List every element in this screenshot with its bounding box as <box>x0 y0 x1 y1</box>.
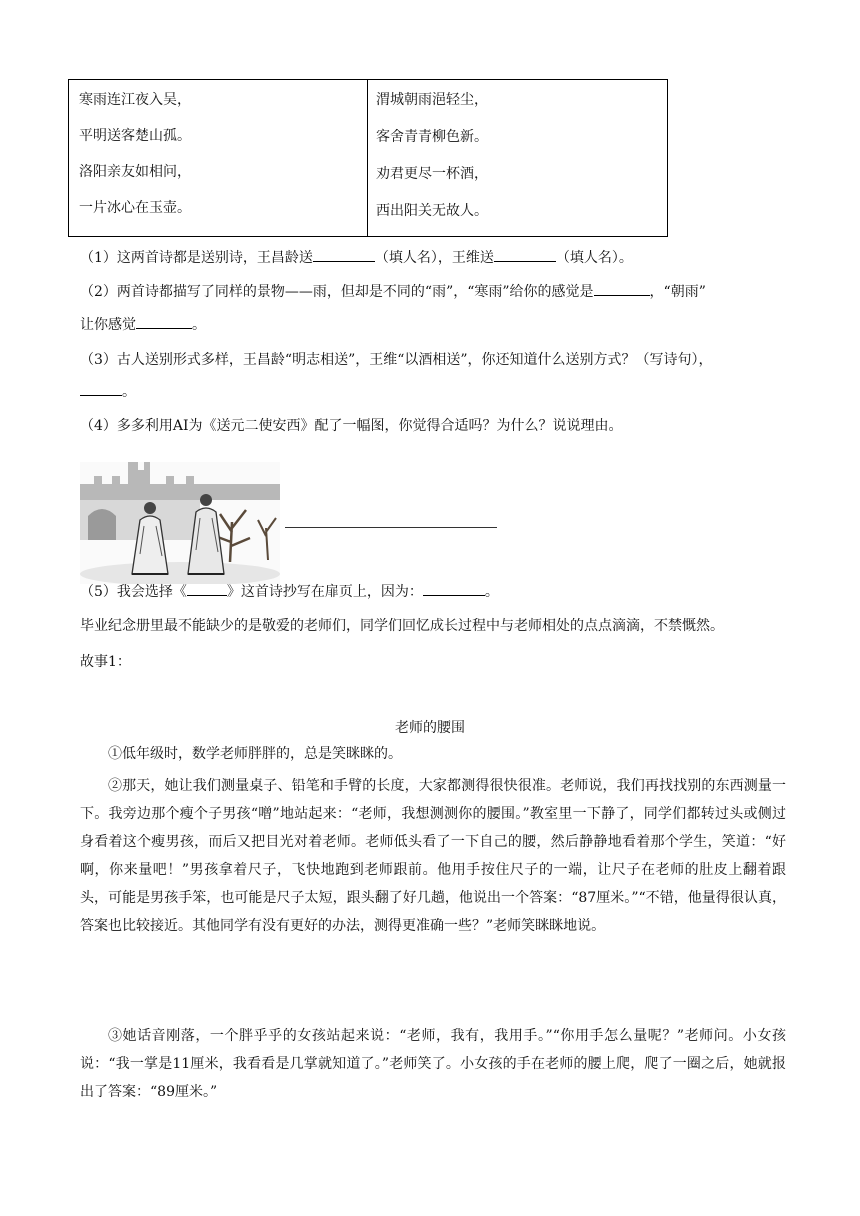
poem-line: 客舍青青柳色新。 <box>376 129 488 145</box>
question-2: （2）两首诗都描写了同样的景物——雨，但却是不同的“雨”，“寒雨”给你的感觉是 ，“朝雨” <box>80 281 706 302</box>
answer-line[interactable] <box>285 527 497 528</box>
story-label: 故事1： <box>80 654 131 670</box>
poem-line: 劝君更尽一杯酒， <box>376 166 488 182</box>
answer-blank[interactable] <box>136 314 192 329</box>
paragraph-1: ①低年级时，数学老师胖胖的，总是笑眯眯的。 <box>108 746 402 762</box>
poem-line: 渭城朝雨浥轻尘， <box>376 92 488 108</box>
poem-line: 一片冰心在玉壶。 <box>79 200 191 216</box>
poem-line: 平明送客楚山孤。 <box>79 128 191 144</box>
question-5: （5）我会选择《 》这首诗抄写在扉页上，因为： 。 <box>80 581 499 602</box>
poem-line: 西出阳关无故人。 <box>376 203 488 219</box>
question-4: （4）多多利用AI为《送元二使安西》配了一幅图，你觉得合适吗？为什么？说说理由。 <box>80 418 623 434</box>
poem-line: 寒雨连江夜入吴， <box>79 92 191 108</box>
story-title: 老师的腰围 <box>395 720 465 736</box>
answer-blank[interactable] <box>313 247 375 262</box>
intro-text: 毕业纪念册里最不能缺少的是敬爱的老师们，同学们回忆成长过程中与老师相处的点点滴滴，不禁慨然。 <box>80 618 724 634</box>
question-3-cont: 。 <box>80 381 136 402</box>
farewell-illustration <box>80 462 280 584</box>
answer-blank[interactable] <box>423 581 485 596</box>
answer-blank[interactable] <box>494 247 556 262</box>
poem-right <box>368 80 667 236</box>
paragraph-2: ②那天，她让我们测量桌子、铅笔和手臂的长度，大家都测得很快很准。老师说，我们再找找别的东西测量一下。我旁边那个瘦个子男孩“噌”地站起来：“老师，我想测测你的腰围。”教室里一下静了，同学们都转过头或侧过身看着这个瘦男孩，而后又把目光对着老师。老师低头看了一下自己的腰，然后静静地看着那个学生，笑道：“好啊，你来量吧！”男孩拿着尺子，飞快地跑到老师跟前。他用手按住尺子的一端，让尺子在老师的肚皮上翻着跟头，可能是男孩手笨，也可能是尺子太短，跟头翻了好几趟，他说出一个答案：“87厘米。”“不错，他量得很认真，答案也比较接近。其他同学有没有更好的办法，测得更准确一些？”老师笑眯眯地说。 <box>80 778 786 934</box>
question-2-cont: 让你感觉 。 <box>80 314 206 335</box>
answer-blank[interactable] <box>594 281 650 296</box>
paragraph-3: ③她话音刚落，一个胖乎乎的女孩站起来说：“老师，我有，我用手。”“你用手怎么量呢？”老师问。小女孩说：“我一掌是11厘米，我看看是几掌就知道了。”老师笑了。小女孩的手在老师的腰上爬，爬了一圈之后，她就报出了答案：“89厘米。” <box>80 1028 786 1100</box>
poem-line: 洛阳亲友如相问， <box>79 164 191 180</box>
answer-blank[interactable] <box>80 381 122 396</box>
question-1: （1）这两首诗都是送别诗，王昌龄送 （填人名），王维送 （填人名）。 <box>80 247 633 268</box>
poem-table <box>68 79 668 237</box>
question-3: （3）古人送别形式多样，王昌龄“明志相送”，王维“以酒相送”，你还知道什么送别方式？（写诗句）， <box>80 352 713 368</box>
poem-left <box>69 80 368 236</box>
answer-blank[interactable] <box>187 581 227 596</box>
